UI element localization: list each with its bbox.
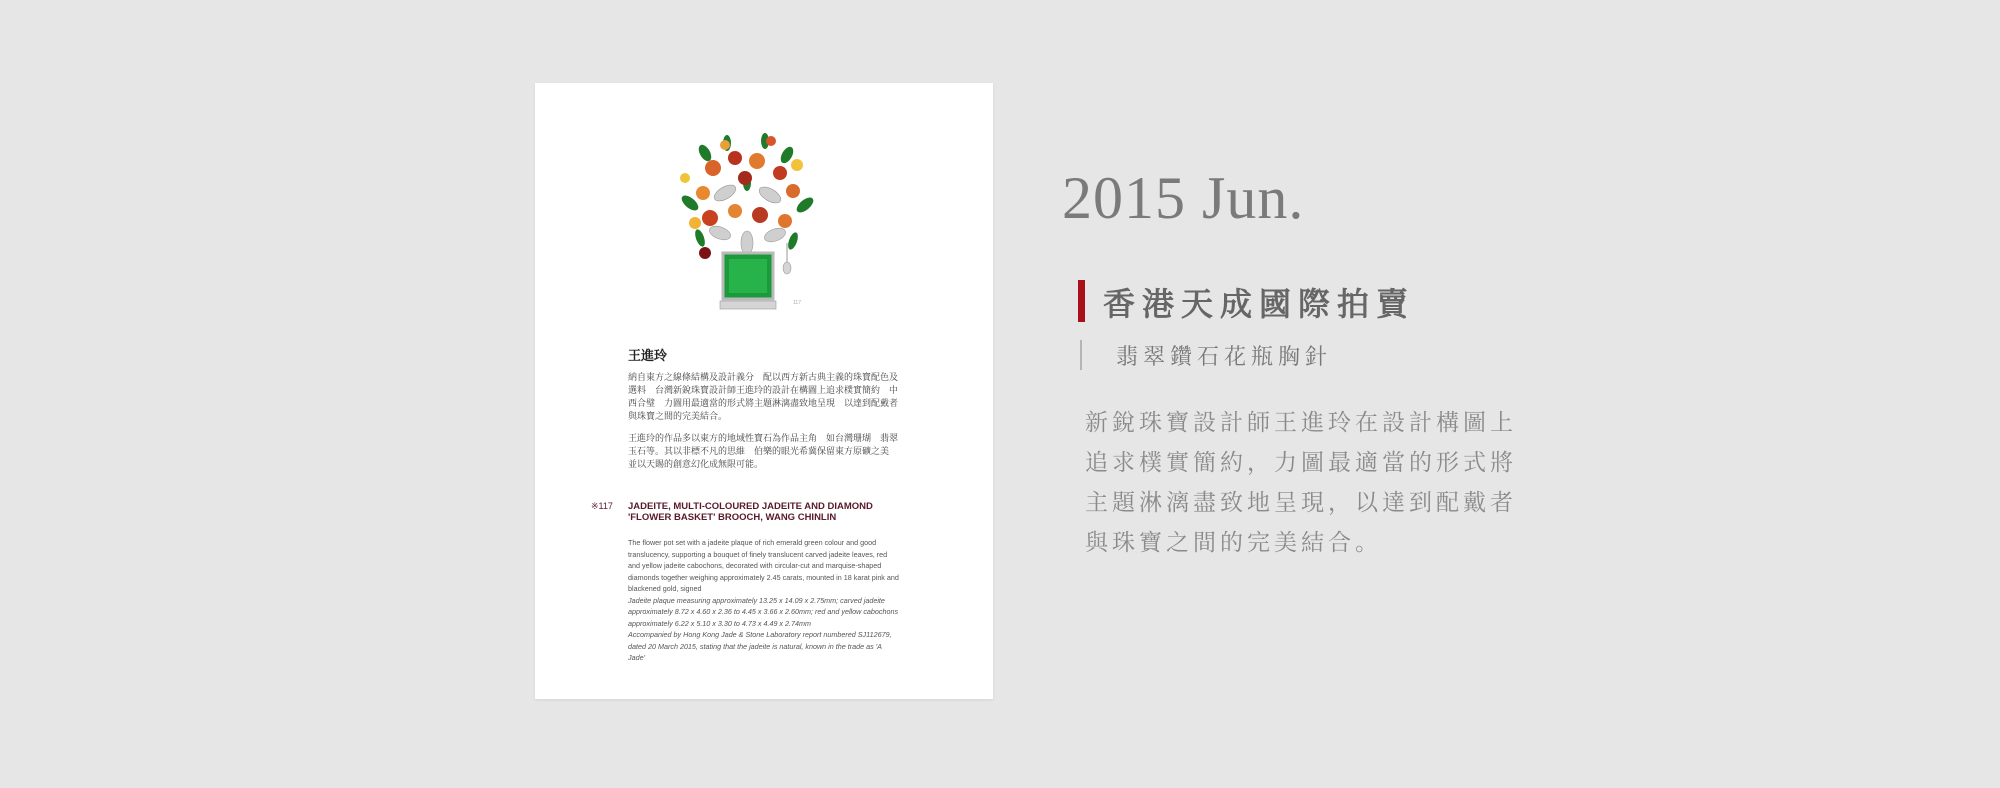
lot-description: The flower pot set with a jadeite plaque of rich emerald green colour and good translucency, supporting a bouquet of finely translucent carved jadeite leaves, red and yellow jadeite cabochons, decorated with circular-cut and marquise-shaped diamonds together weighing approximately 2.45 carats, mounted in 18 karat pink and blackened gold, signed: [628, 538, 899, 593]
item-name: 翡翠鑽石花瓶胸針: [1116, 345, 1333, 370]
auction-house-name: 香港天成國際拍賣: [1103, 285, 1416, 323]
brooch-image: [665, 123, 835, 323]
lot-description-block: [628, 537, 900, 664]
lot-certificate: Accompanied by Hong Kong Jade & Stone Laboratory report numbered SJ112679, dated 20 March 2015, stating that the jadeite is natural, known in the trade as 'A Jade': [628, 630, 892, 662]
lot-number: ※117: [591, 501, 613, 511]
item-description: 新銳珠寶設計師王進玲在設計構圖上追求樸實簡約，力圖最適當的形式將主題淋漓盡致地呈現，以達到配戴者與珠寶之間的完美結合。: [1085, 410, 1517, 556]
artist-name: 王進玲: [628, 349, 668, 364]
accent-bar: [1078, 280, 1085, 322]
lot-measurements: Jadeite plaque measuring approximately 13.25 x 14.09 x 2.75mm; carved jadeite approximately 8.72 x 4.60 x 2.36 to 4.45 x 3.66 x 2.60mm; red and yellow cabochons approximately 6.22 x 5.10 x 3.30 to 4.73 x 4.49 x 2.74mm: [628, 595, 899, 628]
chinese-paragraph-2: 王進玲的作品多以東方的地域性寶石為作品主角 如台灣珊瑚 翡翠玉石等。其以非標不凡的思維 伯樂的眼光希冀保留東方原礦之美 並以天賜的創意幻化成無限可能。: [628, 434, 899, 470]
chinese-paragraph-1: 納自東方之線條結構及設計義分 配以西方新古典主義的珠寶配色及選料 台灣新銳珠寶設計師王進玲的設計在構圖上追求樸實簡約 中西合璧 力圖用最適當的形式將主題淋漓盡致地呈現 以達到配戴者與珠寶之間的完美結合。: [628, 373, 899, 422]
lot-mark: 117: [793, 300, 801, 306]
date-heading: 2015 Jun.: [1062, 165, 1305, 231]
catalog-page: [535, 83, 993, 699]
divider-bar: [1080, 340, 1082, 370]
lot-title: JADEITE, MULTI-COLOURED JADEITE AND DIAMOND 'FLOWER BASKET' BROOCH, WANG CHINLIN: [628, 501, 873, 523]
